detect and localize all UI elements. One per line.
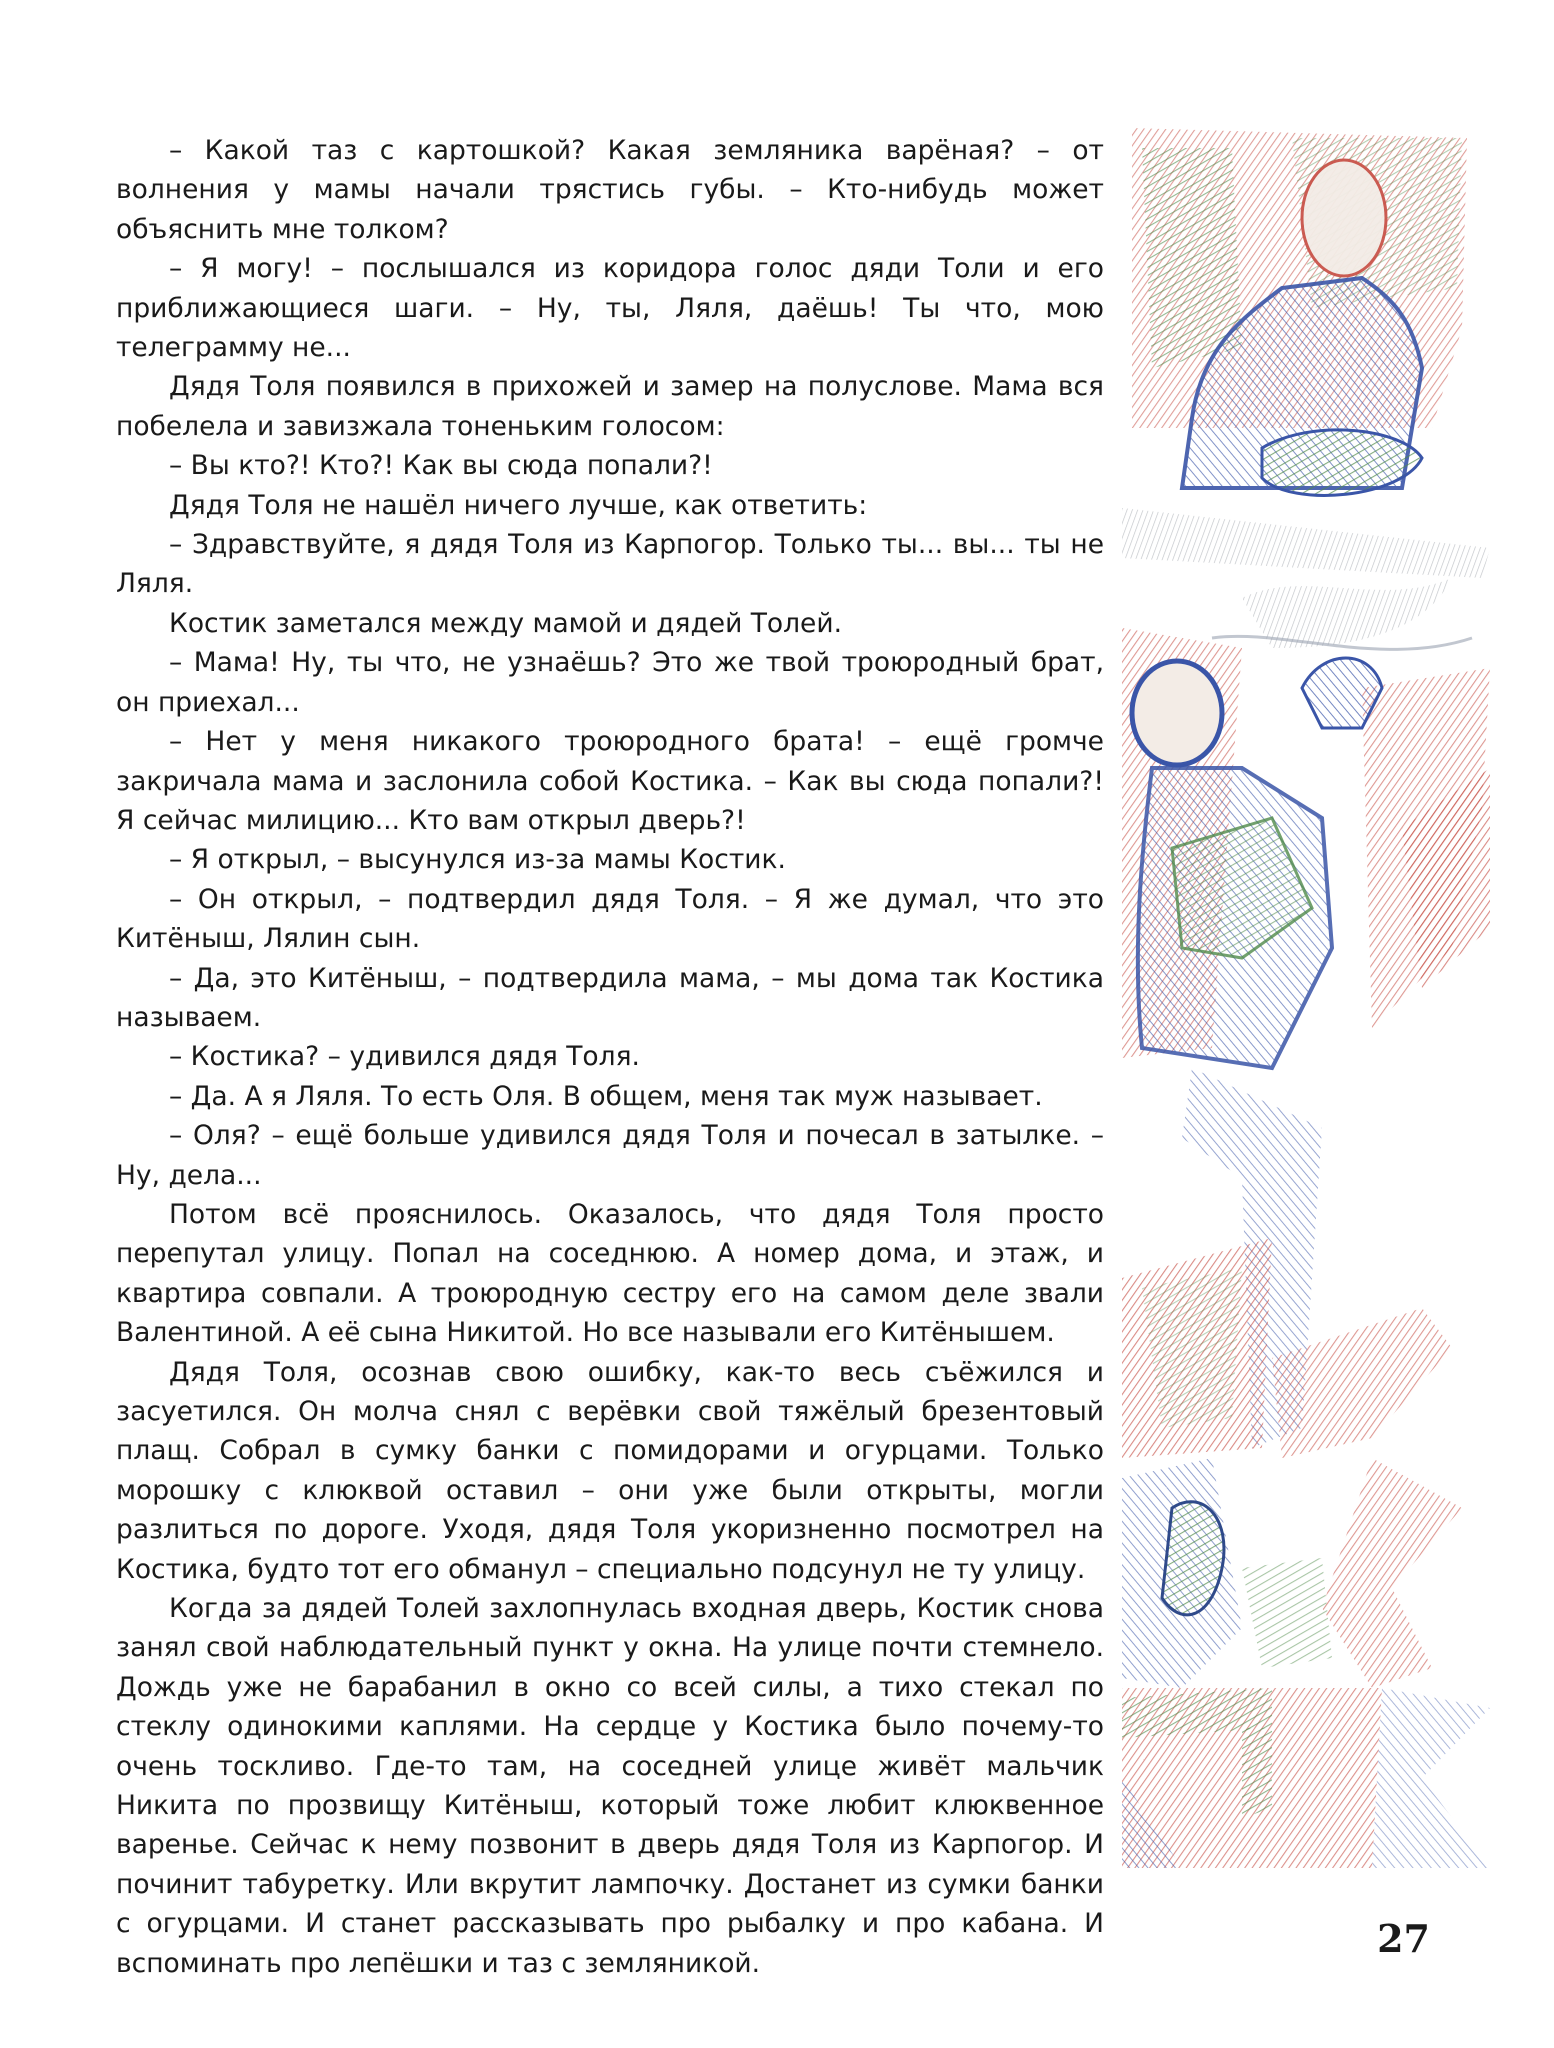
paragraph: Дядя Толя, осознав свою ошибку, как-то весь съёжился и засуетился. Он молча снял с верёвки свой тяжёлый брезентовый плащ. Собрал в сумку банки с помидорами и огурцами. Только морошку с клюквой оставил – они уже были открыты, могли разлиться по дороге. Уходя, дядя Толя укоризненно посмотрел на Костика, будто тот его обманул – специально подсунул не ту улицу.	[116, 1356, 1104, 1585]
panel-steam	[1212, 578, 1472, 649]
main-text	[116, 131, 1104, 1983]
paragraph: – Костика? – удивился дядя Толя.	[169, 1041, 640, 1073]
paragraph: – Он открыл, – подтвердил дядя Толя. – Я же думал, что это Китёныш, Лялин сын.	[116, 883, 1104, 955]
paragraph: – Вы кто?! Кто?! Как вы сюда попали?!	[169, 450, 713, 482]
paragraph: – Здравствуйте, я дядя Толя из Карпогор. Только ты... вы... ты не Ляля.	[116, 529, 1104, 600]
paragraph: – Нет у меня никакого троюродного брата! – ещё громче закричала мама и заслонила собой Костика. – Как вы сюда попали?! Я сейчас милицию... Кто вам открыл дверь?!	[116, 726, 1104, 836]
paragraph: Дядя Толя появился в прихожей и замер на полуслове. Мама вся побелела и завизжала тоненьким голосом:	[116, 371, 1104, 442]
paragraph: – Я могу! – послышался из коридора голос дяди Толи и его приближающиеся шаги. – Ну, ты, Ляля, даёшь! Ты что, мою телеграмму не...	[116, 253, 1104, 364]
paragraph: Костик заметался между мамой и дядей Толей.	[169, 607, 843, 639]
paragraph: – Мама! Ну, ты что, не узнаёшь? Это же твой троюродный брат, он приехал...	[116, 647, 1104, 718]
panel-bottom	[1122, 1688, 1490, 1868]
paragraph: – Оля? – ещё больше удивился дядя Толя и почесал в затылке. – Ну, дела...	[116, 1120, 1104, 1191]
paragraph: – Да, это Китёныш, – подтвердила мама, – мы дома так Костика называем.	[116, 962, 1104, 1033]
paragraph: Когда за дядей Толей захлопнулась входная дверь, Костик снова занял свой наблюдательный пункт у окна. На улице почти стемнело. Дождь уже не барабанил в окно со всей силы, а тихо стекал по стеклу одинокими каплями. На сердце у Костика было почему-то очень тоскливо. Где-то там, на соседней улице живёт мальчик Никита по прозвищу Китёныш, который тоже любит клюквенное варенье. Сейчас к нему позвонит в дверь дядя Толя из Карпогор. И починит табуретку. Или вкрутит лампочку. Достанет из сумки банки с огурцами. И станет рассказывать про рыбалку и про кабана. И вспоминать про лепёшки и таз с земляникой.	[116, 1593, 1104, 1979]
panel-top	[1122, 128, 1490, 578]
paragraph: Дядя Толя не нашёл ничего лучше, как ответить:	[169, 489, 868, 521]
pencil-illustration	[1122, 128, 1490, 1868]
paragraph: – Я открыл, – высунулся из-за мамы Костик.	[169, 844, 786, 876]
paragraph: – Да. А я Ляля. То есть Оля. В общем, меня так муж называет.	[169, 1080, 1043, 1112]
paragraph: – Какой таз с картошкой? Какая земляника варёная? – от волнения у мамы начали трястись губы. – Кто-нибудь может объяснить мне толком?	[116, 135, 1104, 245]
paragraph: Потом всё прояснилось. Оказалось, что дядя Толя просто перепутал улицу. Попал на соседнюю. А номер дома, и этаж, и квартира совпали. А троюродную сестру его на самом деле звали Валентиной. А её сына Никитой. Но все называли его Китёнышем.	[116, 1198, 1104, 1349]
page-number: 27	[1377, 1916, 1430, 1961]
